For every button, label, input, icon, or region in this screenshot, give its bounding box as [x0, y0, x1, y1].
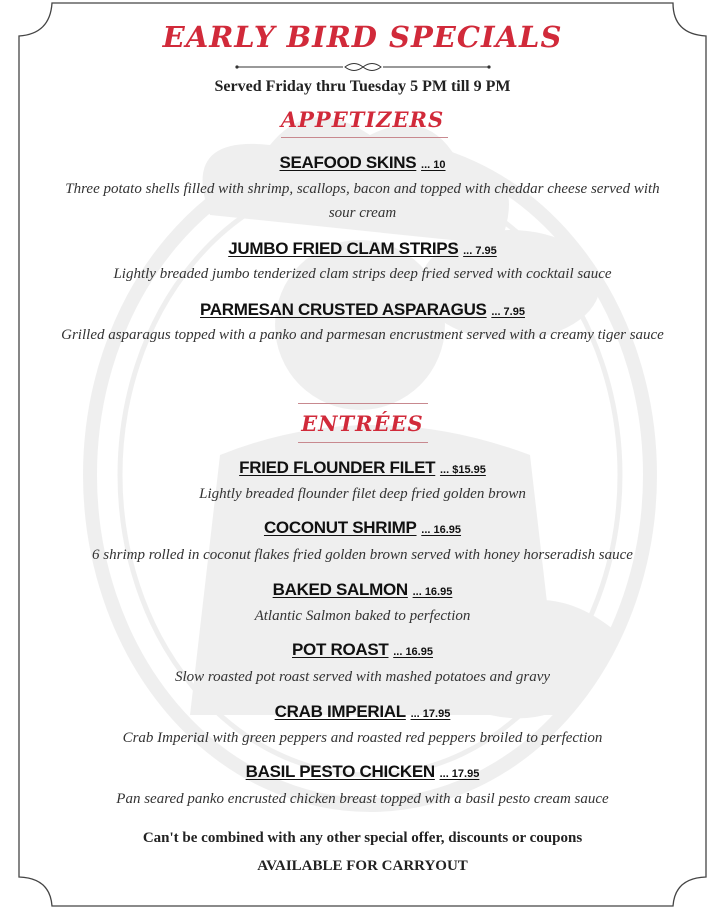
menu-item-coconut-shrimp	[0, 518, 725, 538]
item-price: ... 16.95	[421, 524, 462, 536]
menu-title: EARLY BIRD SPECIALS	[162, 20, 563, 54]
menu-item-baked-salmon	[0, 580, 725, 600]
item-name: POT ROAST	[292, 640, 389, 659]
item-name: PARMESAN CRUSTED ASPARAGUS	[200, 300, 487, 319]
menu-item-jumbo-fried-clam-strips	[0, 239, 725, 259]
item-name: BAKED SALMON	[272, 580, 408, 599]
item-name: CRAB IMPERIAL	[274, 702, 406, 721]
item-price: ... 7.95	[463, 245, 497, 257]
item-description: Lightly breaded jumbo tenderized clam strips deep fried served with cocktail sauce	[113, 266, 612, 282]
offer-restriction-note: Can't be combined with any other special offer, discounts or coupons	[142, 830, 583, 846]
entrees-overline	[298, 403, 428, 404]
title-ornament-divider	[233, 60, 493, 74]
item-description: Three potato shells filled with shrimp, scallops, bacon and topped with cheddar cheese served with sour cream	[65, 181, 660, 221]
entrees-heading: ENTRÉES	[301, 411, 424, 436]
appetizers-underline	[281, 137, 448, 138]
item-description: Grilled asparagus topped with a panko and parmesan encrustment served with a creamy tiger sauce	[61, 327, 664, 343]
menu-item-seafood-skins	[0, 153, 725, 173]
appetizers-heading: APPETIZERS	[280, 107, 445, 132]
entrees-underline	[298, 442, 428, 443]
item-price: ... 17.95	[439, 768, 480, 780]
item-price: ... $15.95	[439, 464, 486, 476]
menu-item-crab-imperial	[0, 702, 725, 722]
item-name: COCONUT SHRIMP	[263, 518, 417, 537]
item-price: ... 17.95	[410, 708, 451, 720]
item-price: ... 10	[421, 159, 446, 171]
item-description: Lightly breaded flounder filet deep fried golden brown	[199, 486, 526, 502]
item-description: Crab Imperial with green peppers and roasted red peppers broiled to perfection	[122, 730, 603, 746]
item-name: JUMBO FRIED CLAM STRIPS	[228, 239, 459, 258]
item-price: ... 16.95	[393, 646, 433, 658]
item-description: Atlantic Salmon baked to perfection	[254, 608, 471, 624]
item-description: 6 shrimp rolled in coconut flakes fried golden brown served with honey horseradish sauce	[92, 547, 633, 563]
menu-item-basil-pesto-chicken	[0, 762, 725, 782]
item-name: FRIED FLOUNDER FILET	[239, 458, 436, 477]
menu-item-fried-flounder-filet	[0, 458, 725, 478]
menu-item-parmesan-crusted-asparagus	[0, 300, 725, 320]
item-price: ... 16.95	[412, 586, 453, 598]
item-description: Pan seared panko encrusted chicken breast topped with a basil pesto cream sauce	[116, 791, 609, 807]
item-name: BASIL PESTO CHICKEN	[245, 762, 435, 781]
item-name: SEAFOOD SKINS	[279, 153, 417, 172]
item-price: ... 7.95	[491, 306, 525, 318]
carryout-note: AVAILABLE FOR CARRYOUT	[257, 858, 468, 874]
menu-item-pot-roast	[0, 640, 725, 660]
item-description: Slow roasted pot roast served with mashed potatoes and gravy	[174, 669, 551, 685]
served-hours-text: Served Friday thru Tuesday 5 PM till 9 PM	[214, 78, 511, 95]
